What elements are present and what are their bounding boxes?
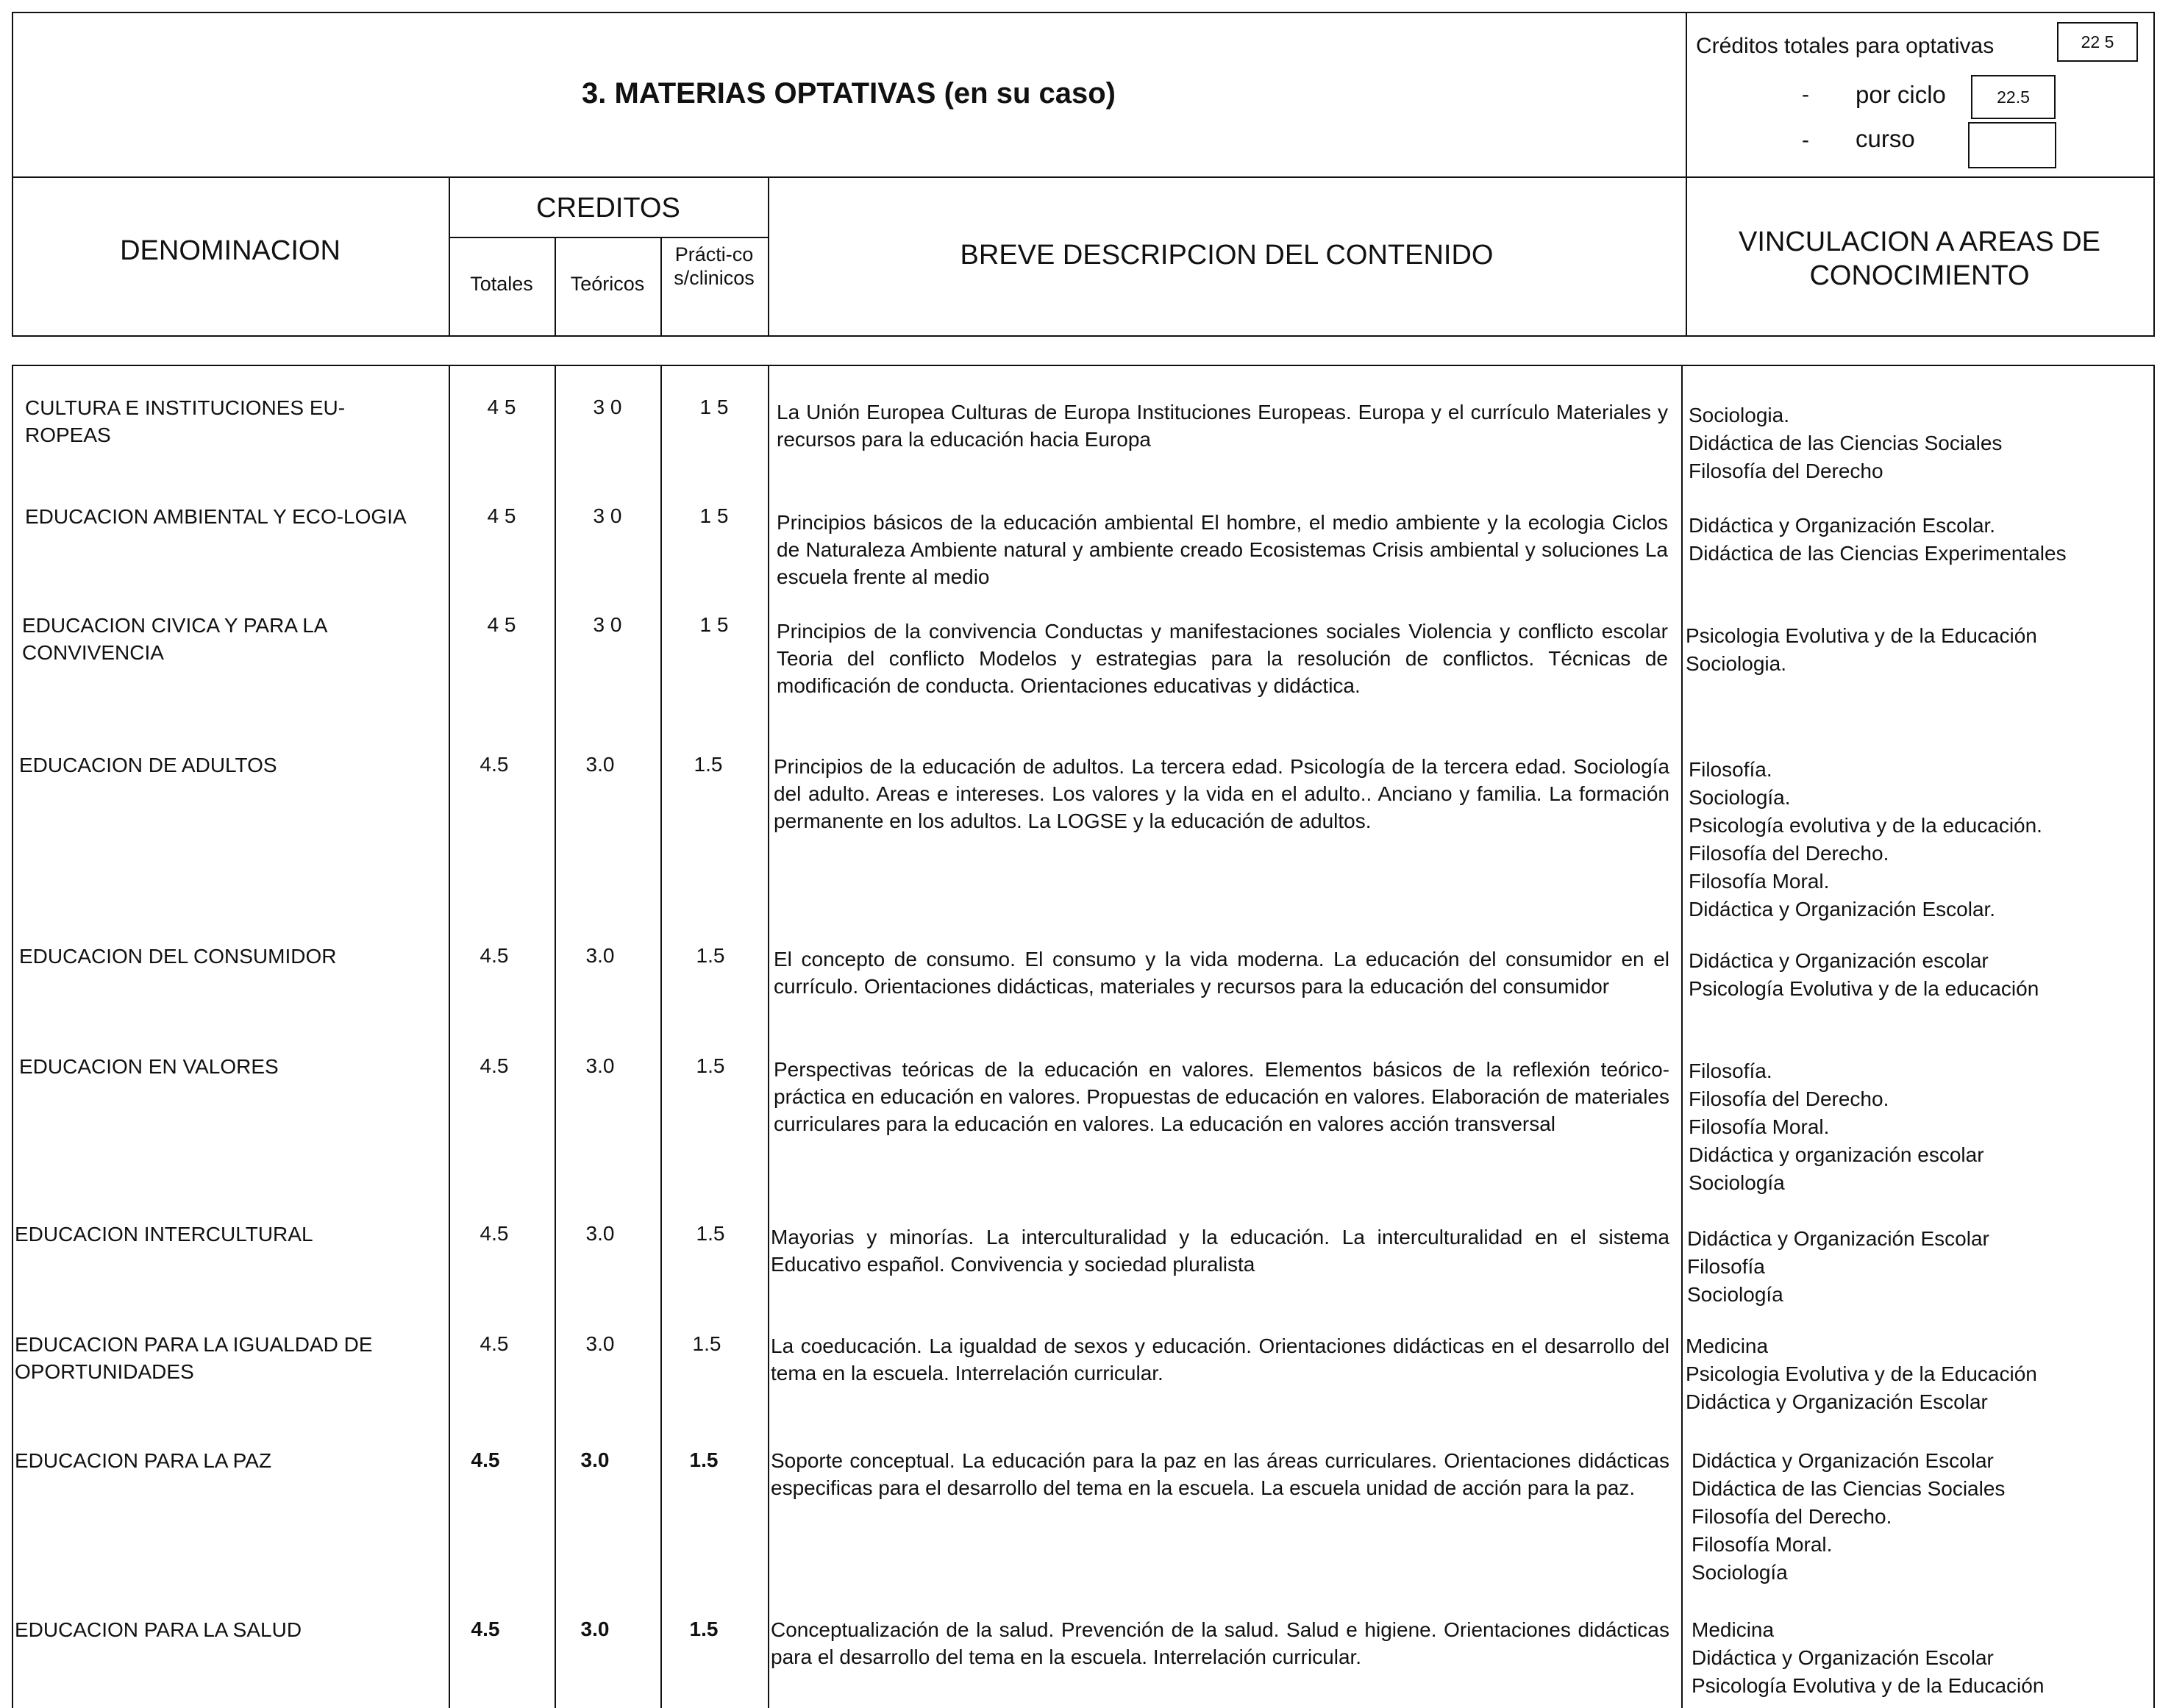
col-totales: Totales: [470, 273, 533, 295]
row-practicos: 1 5: [699, 504, 729, 527]
ciclo-value: 22.5: [1971, 75, 2056, 119]
area-item: Psicologia Evolutiva y de la Educación: [1686, 624, 2037, 647]
row-description: Principios de la educación de adultos. La tercera edad. Psicología de la tercera edad. Sociología del adulto. Areas e intereses. Los valores y la vida en el adulto.. Anciano y familia. La formación permanente en los adultos. La LOGSE y la educación de adultos.: [774, 755, 1669, 832]
curso-label: curso: [1856, 125, 1915, 152]
body-rule-4: [768, 365, 769, 1708]
row-teoricos: 3 0: [593, 504, 622, 527]
row-name: EDUCACION DEL CONSUMIDOR: [19, 945, 337, 968]
col-divider-3: [660, 237, 662, 337]
area-item: Didáctica y Organización Escolar: [1687, 1227, 1989, 1250]
area-item: Didáctica y organización escolar: [1689, 1143, 1984, 1166]
creditos-divider: [449, 237, 768, 238]
row-description: Conceptualización de la salud. Prevención de la salud. Salud e higiene. Orientaciones didácticas para el desarrollo del tema en la escuela. Interrelación curricular.: [771, 1618, 1669, 1668]
body-rule-2: [555, 365, 556, 1708]
row-teoricos: 3.0: [580, 1618, 610, 1640]
row-teoricos: 3.0: [585, 1222, 615, 1245]
area-item: Filosofía Moral.: [1689, 870, 1830, 893]
row-name: EDUCACION DE ADULTOS: [19, 754, 277, 776]
row-name: EDUCACION AMBIENTAL Y ECO-LOGIA: [25, 505, 407, 528]
row-name: CULTURA E INSTITUCIONES EU-ROPEAS: [25, 396, 346, 446]
area-item: Didáctica de las Ciencias Experimentales: [1689, 542, 2067, 565]
area-item: Didáctica y Organización Escolar: [1692, 1646, 1994, 1669]
area-item: Filosofía.: [1689, 1060, 1772, 1082]
area-item: Medicina: [1686, 1334, 1769, 1357]
row-totales: 4.5: [480, 1222, 509, 1245]
row-teoricos: 3.0: [585, 1054, 615, 1077]
body-top-rule: [12, 365, 2155, 366]
area-item: Psicología Evolutiva y de la Educación: [1692, 1674, 2045, 1697]
row-totales: 4.5: [471, 1618, 500, 1640]
row-areas: [1689, 512, 2067, 568]
area-item: Didáctica y Organización Escolar: [1692, 1449, 1994, 1472]
row-name: EDUCACION EN VALORES: [19, 1055, 279, 1078]
area-item: Didáctica de las Ciencias Sociales: [1689, 432, 2003, 454]
row-description: Perspectivas teóricas de la educación en valores. Elementos básicos de la reflexión teórico-práctica en educación en valores. Propuestas de educación en valores. Elaboración de materiales curriculares para la educación en valores. La educación en valores acción transversal: [774, 1058, 1669, 1135]
row-description: Principios de la convivencia Conductas y manifestaciones sociales Violencia y conflicto escolar Teoria del conflicto Modelos y estrategias para la resolución de conflictos. Técnicas de modificación de conducta. Orientaciones educativas y didáctica.: [777, 620, 1668, 697]
col-creditos: CREDITOS: [536, 193, 680, 224]
row-practicos: 1.5: [689, 1448, 719, 1471]
area-item: Filosofía Moral.: [1692, 1533, 1833, 1556]
row-totales: 4.5: [480, 1332, 509, 1355]
row-practicos: 1.5: [692, 1332, 721, 1355]
body-rule-5: [1681, 365, 1683, 1708]
row-description: Soporte conceptual. La educación para la paz en las áreas curriculares. Orientaciones didácticas especificas para el desarrollo del tema en la escuela. La escuela unidad de acción para la paz.: [771, 1449, 1669, 1499]
area-item: Filosofía Moral.: [1689, 1115, 1830, 1138]
row-practicos: 1 5: [699, 613, 729, 636]
row-description: La Unión Europea Culturas de Europa Instituciones Europeas. Europa y el currículo Materiales y recursos para la educación hacia Europa: [777, 401, 1668, 451]
col-practicos: Prácti-cos/clinicos: [674, 243, 755, 289]
header-right-divider: [1686, 12, 1687, 337]
row-description: La coeducación. La igualdad de sexos y educación. Orientaciones didácticas en el desarrollo del tema en la escuela. Interrelación curricular.: [771, 1334, 1669, 1384]
row-teoricos: 3 0: [593, 396, 622, 418]
row-practicos: 1.5: [696, 1222, 725, 1245]
credits-total-value: 22 5: [2057, 22, 2138, 62]
row-description: El concepto de consumo. El consumo y la vida moderna. La educación del consumidor en el currículo. Orientaciones didácticas, materiales y recursos para la educación del consumidor: [774, 948, 1669, 998]
row-name: EDUCACION PARA LA PAZ: [15, 1449, 272, 1472]
body-rule-3: [660, 365, 662, 1708]
row-name: EDUCACION PARA LA SALUD: [15, 1618, 302, 1641]
row-practicos: 1.5: [696, 944, 725, 967]
row-teoricos: 3.0: [585, 1332, 615, 1355]
credits-total-label: Créditos totales para optativas: [1696, 34, 1995, 58]
area-item: Medicina: [1692, 1618, 1775, 1641]
area-item: Didáctica y Organización Escolar.: [1689, 514, 1996, 537]
area-item: Didáctica de las Ciencias Sociales: [1692, 1477, 2006, 1500]
row-totales: 4.5: [471, 1448, 500, 1471]
col-descripcion: BREVE DESCRIPCION DEL CONTENIDO: [960, 240, 1494, 271]
row-totales: 4 5: [487, 504, 516, 527]
section-title: 3. MATERIAS OPTATIVAS (en su caso): [581, 77, 1116, 110]
area-item: Filosofía: [1687, 1255, 1765, 1278]
row-areas: [1687, 1225, 1989, 1309]
area-item: Filosofía del Derecho.: [1692, 1505, 1892, 1528]
area-item: Psicología evolutiva y de la educación.: [1689, 814, 2042, 837]
area-item: Sociología: [1689, 1171, 1785, 1194]
row-practicos: 1.5: [696, 1054, 725, 1077]
row-areas: [1689, 401, 2002, 485]
curso-value: [1968, 122, 2056, 168]
area-item: Filosofía del Derecho.: [1689, 1087, 1889, 1110]
col-teoricos: Teóricos: [570, 273, 645, 295]
area-item: Sociologia.: [1686, 652, 1786, 675]
area-item: Didáctica y Organización Escolar.: [1689, 898, 1996, 921]
area-item: Sociología.: [1689, 786, 1791, 809]
row-totales: 4.5: [480, 1054, 509, 1077]
row-areas: [1689, 756, 2042, 923]
area-item: Psicología Evolutiva y de la educación: [1689, 977, 2039, 1000]
col-denominacion: DENOMINACION: [120, 235, 341, 266]
row-totales: 4.5: [480, 753, 509, 776]
row-name: EDUCACION CIVICA Y PARA LA CONVIVENCIA: [22, 614, 327, 664]
row-practicos: 1 5: [699, 396, 729, 418]
area-item: Didáctica y Organización Escolar: [1686, 1390, 1988, 1413]
ciclo-dash: -: [1802, 82, 1809, 107]
body-right-rule: [2153, 365, 2155, 1708]
area-item: Sociología: [1692, 1561, 1788, 1584]
row-areas: [1686, 622, 2037, 678]
body-rule-1: [449, 365, 450, 1708]
curso-dash: -: [1802, 128, 1809, 152]
row-areas: [1689, 947, 2039, 1003]
ciclo-label: por ciclo: [1856, 81, 1946, 108]
row-areas: [1686, 1332, 2037, 1416]
body-left-rule: [12, 365, 13, 1708]
area-item: Psicologia Evolutiva y de la Educación: [1686, 1362, 2037, 1385]
row-totales: 4 5: [487, 613, 516, 636]
row-practicos: 1.5: [694, 753, 723, 776]
row-areas: [1692, 1447, 2005, 1587]
row-description: Principios básicos de la educación ambiental El hombre, el medio ambiente y la ecologia Ciclos de Naturaleza Ambiente natural y ambiente creado Ecosistemas Crisis ambiental y soluciones La escuela frente al medio: [777, 511, 1668, 588]
header-divider: [12, 176, 2155, 178]
col-vinculacion: VINCULACION A AREAS DE CONOCIMIENTO: [1738, 226, 2101, 291]
row-totales: 4.5: [480, 944, 509, 967]
row-name: EDUCACION PARA LA IGUALDAD DE OPORTUNIDADES: [15, 1333, 373, 1383]
row-areas: [1689, 1057, 1984, 1197]
row-teoricos: 3.0: [585, 944, 615, 967]
row-teoricos: 3 0: [593, 613, 622, 636]
area-item: Filosofía del Derecho.: [1689, 842, 1889, 865]
area-item: Sociología: [1687, 1283, 1783, 1306]
area-item: Sociologia.: [1689, 404, 1789, 426]
area-item: Didáctica y Organización escolar: [1689, 949, 1989, 972]
row-description: Mayorias y minorías. La interculturalidad y la educación. La interculturalidad en el sistema Educativo español. Convivencia y sociedad pluralista: [771, 1226, 1669, 1276]
area-item: Filosofía del Derecho: [1689, 460, 1883, 482]
row-areas: [1692, 1616, 2044, 1700]
row-teoricos: 3.0: [585, 753, 615, 776]
row-teoricos: 3.0: [580, 1448, 610, 1471]
row-name: EDUCACION INTERCULTURAL: [15, 1223, 313, 1246]
row-totales: 4 5: [487, 396, 516, 418]
area-item: Filosofía.: [1689, 758, 1772, 781]
row-practicos: 1.5: [689, 1618, 719, 1640]
